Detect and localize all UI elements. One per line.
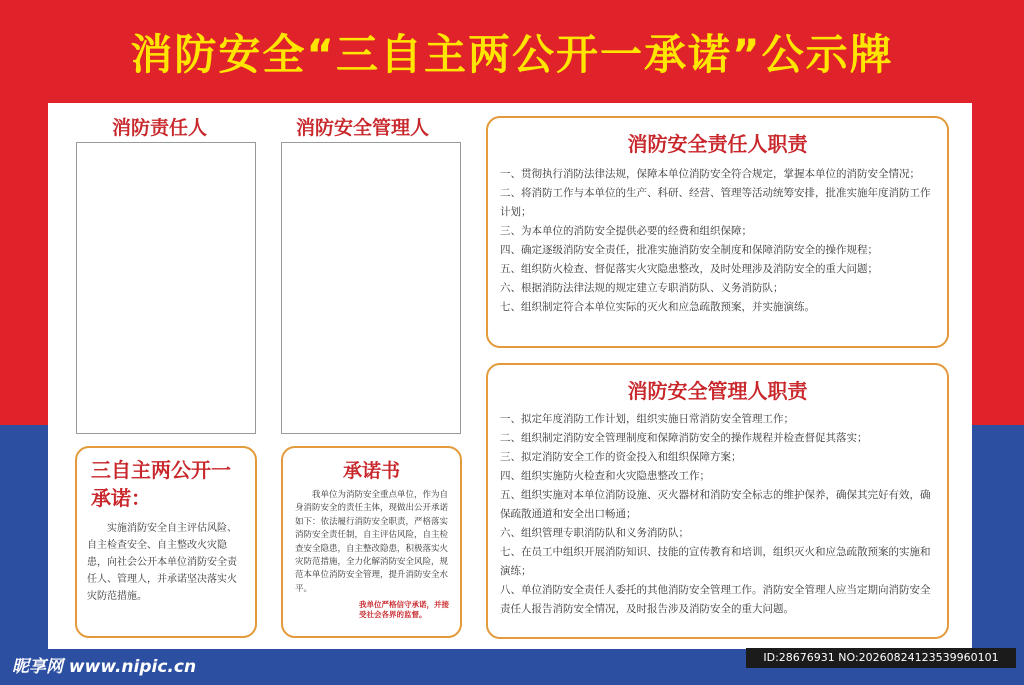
promise-title: 承诺书 <box>342 460 400 482</box>
board-title: 消防安全“三自主两公开一承诺”公示牌 <box>130 30 894 79</box>
list-item: 三、为本单位的消防安全提供必要的经费和组织保障； <box>500 225 752 237</box>
responsible-person-label: 消防责任人 <box>112 117 208 139</box>
list-item: 一、拟定年度消防工作计划，组织实施日常消防安全管理工作； <box>500 413 794 425</box>
three-self-panel <box>75 446 257 638</box>
responsible-duty-panel <box>486 116 949 348</box>
promise-note: 我单位严格信守承诺，并接受社会各界的监督。 <box>359 600 449 620</box>
safety-manager-photo-frame <box>281 142 461 434</box>
three-self-title: 三自主两公开一承诺： <box>91 458 231 510</box>
watermark-right: ID:28676931 NO:20260824123539960101 <box>746 648 1016 668</box>
list-item: 一、贯彻执行消防法律法规，保障本单位消防安全符合规定，掌握本单位的消防安全情况； <box>500 168 920 180</box>
three-self-body: 实施消防安全自主评估风险、自主检查安全、自主整改火灾隐患，向社会公开本单位消防安全责任人、管理人，并承诺坚决落实火灾防范措施。 <box>87 523 237 602</box>
list-item: 八、单位消防安全责任人委托的其他消防安全管理工作。消防安全管理人应当定期向消防安全责任人报告消防安全情况，及时报告涉及消防安全的重大问题。 <box>500 584 931 615</box>
list-item: 三、拟定消防安全工作的资金投入和组织保障方案； <box>500 451 742 463</box>
list-item: 七、在员工中组织开展消防知识、技能的宣传教育和培训，组织灭火和应急疏散预案的实施和演练； <box>500 546 931 577</box>
safety-manager-label: 消防安全管理人 <box>296 117 430 139</box>
list-item: 四、组织实施防火检查和火灾隐患整改工作； <box>500 470 710 482</box>
list-item: 四、确定逐级消防安全责任，批准实施消防安全制度和保障消防安全的操作规程； <box>500 244 878 256</box>
list-item: 二、组织制定消防安全管理制度和保障消防安全的操作规程并检查督促其落实； <box>500 432 868 444</box>
promise-body: 我单位为消防安全重点单位，作为自身消防安全的责任主体，现做出公开承诺如下：依法履行消防安全职责，严格落实消防安全责任制，自主评估风险，自主检查安全隐患，自主整改隐患，积极落实火灾防范措施，全力化解消防安全风险，规范本单位消防安全管理，提升消防安全水平。 <box>295 490 449 594</box>
list-item: 五、组织防火检查、督促落实火灾隐患整改，及时处理涉及消防安全的重大问题； <box>500 263 878 275</box>
manager-duty-panel <box>486 363 949 639</box>
list-item: 七、组织制定符合本单位实际的灭火和应急疏散预案，并实施演练。 <box>500 301 815 313</box>
list-item: 六、根据消防法律法规的规定建立专职消防队、义务消防队； <box>500 282 784 294</box>
manager-duty-title: 消防安全管理人职责 <box>627 379 808 403</box>
watermark-left: 昵享网 www.nipic.cn <box>12 657 197 677</box>
manager-duty-list <box>500 410 933 619</box>
list-item: 五、组织实施对本单位消防设施、灭火器材和消防安全标志的维护保养，确保其完好有效，确保疏散通道和安全出口畅通； <box>500 489 931 520</box>
list-item: 六、组织管理专职消防队和义务消防队； <box>500 527 689 539</box>
promise-panel <box>281 446 462 638</box>
list-item: 二、将消防工作与本单位的生产、科研、经营、管理等活动统筹安排，批准实施年度消防工作计划； <box>500 187 931 218</box>
responsible-person-photo-frame <box>76 142 256 434</box>
responsible-duty-list <box>500 165 933 317</box>
responsible-duty-title: 消防安全责任人职责 <box>627 132 808 156</box>
